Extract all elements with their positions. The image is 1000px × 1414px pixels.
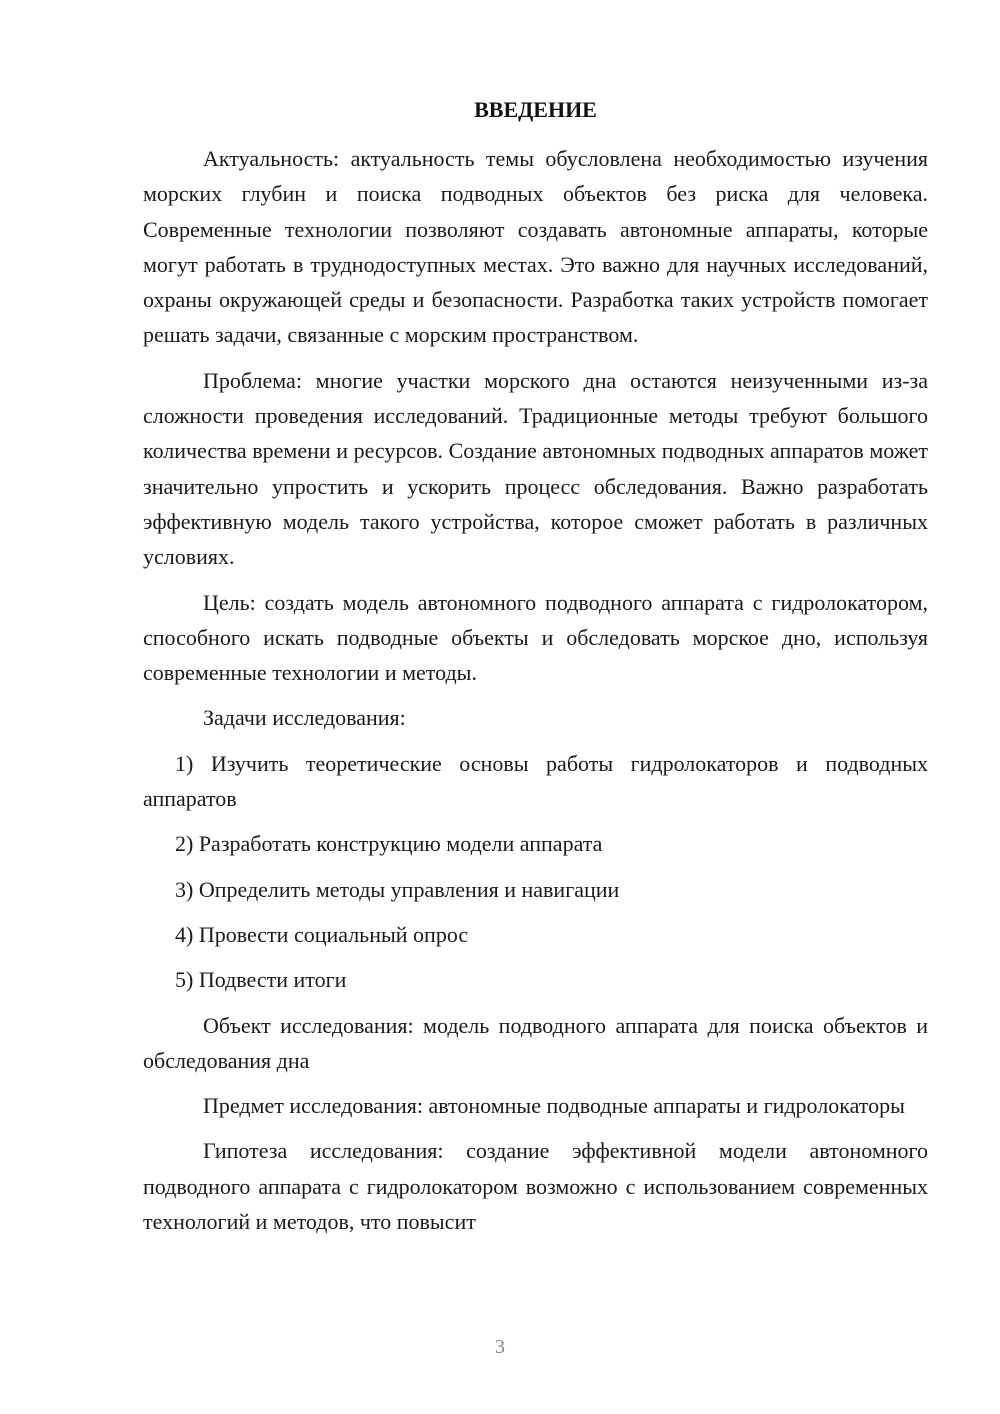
problem-paragraph: Проблема: многие участки морского дна остаются неизученными из-за сложности проведения исследований. Традиционные методы требуют большого количества времени и ресурсов. Создание автономных подводных аппаратов может значительно упростить и ускорить процесс обследования. Важно разработать эффективную модель такого устройства, которое сможет работать в различных условиях. [143, 367, 928, 570]
object-paragraph: Объект исследования: модель подводного аппарата для поиска объектов и обследования дна [143, 1012, 928, 1073]
page-title: ВВЕДЕНИЕ [474, 97, 597, 122]
body-text [143, 141, 928, 1239]
relevance-paragraph: Актуальность: актуальность темы обусловлена необходимостью изучения морских глубин и поиска подводных объектов без риска для человека. Современные технологии позволяют создавать автономные аппараты, которые могут работать в труднодоступных местах. Это важно для научных исследований, охраны окружающей среды и безопасности. Разработка таких устройств помогает решать задачи, связанные с морским пространством. [143, 146, 928, 348]
tasks-heading: Задачи исследования: [203, 705, 406, 731]
hypothesis-paragraph: Гипотеза исследования: создание эффективной модели автономного подводного аппарата с гидролокатором возможно с использованием современных технологий и методов, что повысит [143, 1138, 928, 1235]
task-item-2: 2) Разработать конструкцию модели аппарата [175, 831, 603, 857]
page-number: 3 [495, 1336, 505, 1358]
goal-paragraph: Цель: создать модель автономного подводного аппарата с гидролокатором, способного искать подводные объекты и обследовать морское дно, используя современные технологии и методы. [143, 589, 928, 686]
subject-paragraph: Предмет исследования: автономные подводные аппараты и гидролокаторы [203, 1093, 905, 1119]
task-item-1: 1) Изучить теоретические основы работы гидролокаторов и подводных аппаратов [143, 750, 928, 812]
task-item-5: 5) Подвести итоги [175, 967, 347, 993]
task-item-4: 4) Провести социальный опрос [175, 921, 469, 947]
task-item-3: 3) Определить методы управления и навигации [175, 876, 620, 902]
